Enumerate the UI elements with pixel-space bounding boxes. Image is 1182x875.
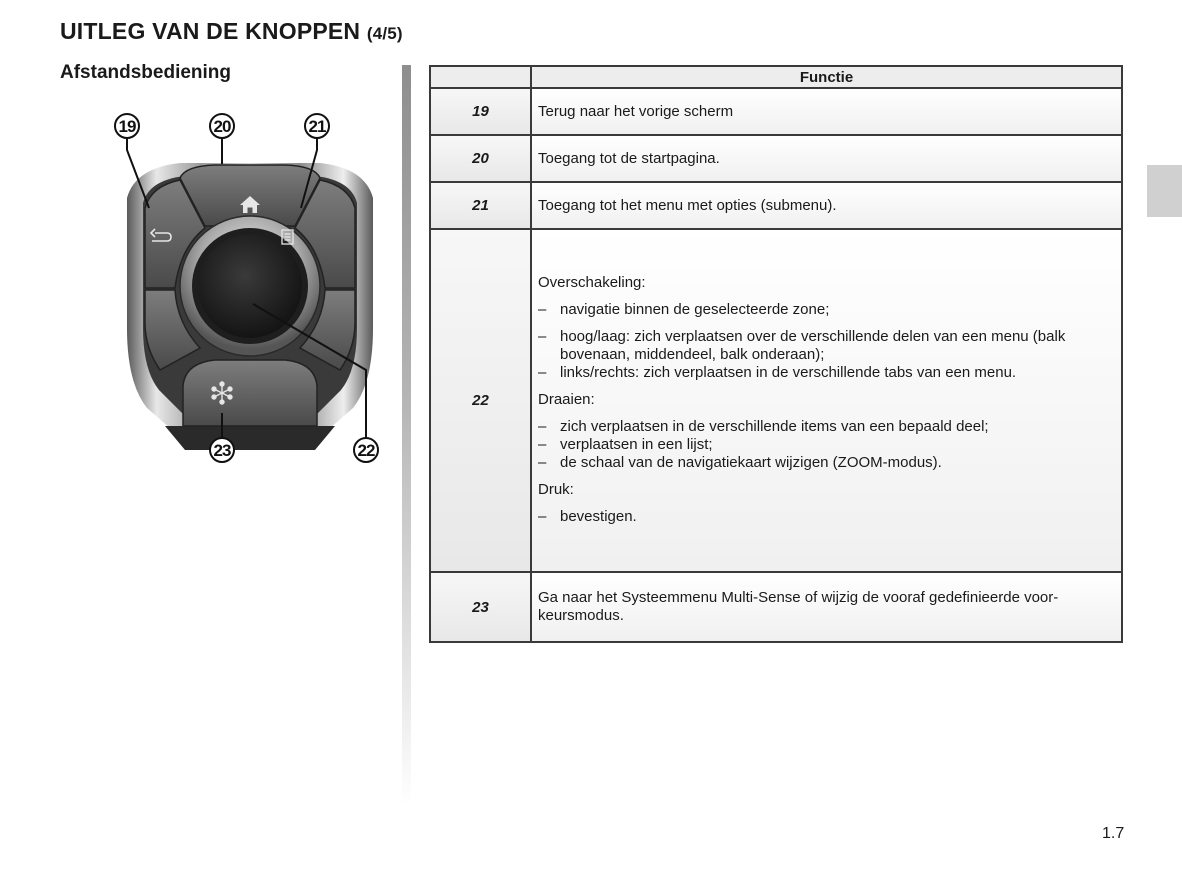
page-title <box>60 18 403 45</box>
page-title-text: UITLEG VAN DE KNOPPEN <box>60 18 361 44</box>
callout-22: 22 <box>357 441 375 460</box>
group-title-draaien: Draaien: <box>538 391 595 408</box>
row-number: 20 <box>430 135 531 182</box>
callout-21: 21 <box>308 117 326 136</box>
row-description: Toegang tot het menu met opties (submenu). <box>531 182 1122 229</box>
row-description: Toegang tot de startpagina. <box>531 135 1122 182</box>
row-description: Ga naar het Systeemmenu Multi-Sense of wijzig de vooraf gedefinieerde voor-keursmodus. <box>531 572 1122 642</box>
table-row <box>430 182 1122 229</box>
group-title-overschakeling: Overschakeling: <box>538 274 646 291</box>
vertical-divider <box>402 65 411 805</box>
function-table <box>429 65 1123 643</box>
list-item: – bevestigen. <box>538 508 637 525</box>
table-row <box>430 572 1122 642</box>
remote-control-illustration <box>105 108 395 468</box>
list-item: – de schaal van de navigatiekaart wijzigen (ZOOM-modus). <box>538 454 942 471</box>
callout-19: 19 <box>118 117 136 136</box>
table-header-row <box>430 66 1122 88</box>
side-tab-marker <box>1147 165 1182 217</box>
table-header-number <box>430 66 531 88</box>
row-number: 19 <box>430 88 531 135</box>
page-number: 1.7 <box>1102 825 1125 842</box>
table-row <box>430 88 1122 135</box>
row-number: 22 <box>430 229 531 572</box>
table-header-function: Functie <box>531 66 1122 88</box>
list-item: – links/rechts: zich verplaatsen in de verschillende tabs van een menu. <box>538 364 1017 381</box>
row-number: 23 <box>430 572 531 642</box>
row-description: Terug naar het vorige scherm <box>531 88 1122 135</box>
table-row <box>430 135 1122 182</box>
table-row <box>430 229 1122 572</box>
list-item: – verplaatsen in een lijst; <box>538 436 713 453</box>
section-subtitle: Afstandsbediening <box>60 62 232 83</box>
callout-23: 23 <box>213 441 231 460</box>
page-title-suffix: (4/5) <box>366 24 403 43</box>
group-title-druk: Druk: <box>538 481 574 498</box>
list-item: – navigatie binnen de geselecteerde zone; <box>538 301 830 318</box>
row-description-22 <box>531 229 1122 572</box>
callout-20: 20 <box>213 117 231 136</box>
list-item: – zich verplaatsen in de verschillende items van een bepaald deel; <box>538 418 989 435</box>
row-number: 21 <box>430 182 531 229</box>
list-item: – hoog/laag: zich verplaatsen over de verschillende delen van een menu (balk bovenaan, middendeel, balk onderaan); <box>538 328 1066 363</box>
